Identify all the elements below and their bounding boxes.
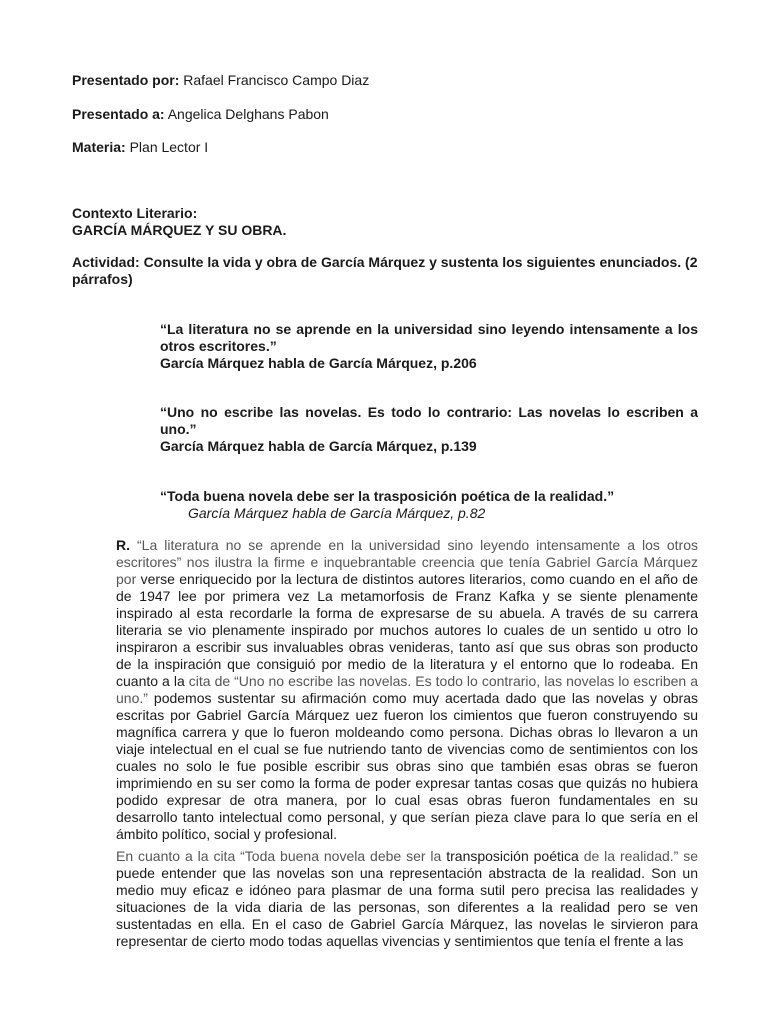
answer-p2-part2: transposición poética: [446, 848, 579, 864]
answer-p2-part4: puede entender que las novelas son una representación abstracta de la realidad. Son un medio muy eficaz e idóneo para plasmar de una forma sutil pero precisa las realidades y situaciones de la vida diaria de las personas, son diferentes a la realidad pero se ven sustentadas en ella. En el caso de Gabriel García Márquez, las novelas le sirvieron para representar de cierto modo todas aquellas vivencias y sentimientos que tenía el frente a las: [116, 865, 698, 949]
answer-p2-part1: En cuanto a la cita “Toda buena novela debe ser la: [116, 848, 442, 864]
quote-2-source: García Márquez habla de García Márquez, p.139: [160, 438, 477, 454]
answer-p2-part3: de la realidad.” se: [583, 848, 699, 864]
context-block: [72, 205, 692, 239]
quote-3: [160, 488, 698, 522]
context-subject: GARCÍA MÁRQUEZ Y SU OBRA.: [72, 222, 287, 238]
presentado-a-line: [72, 106, 329, 123]
quote-3-source: García Márquez habla de García Márquez, p.82: [188, 505, 486, 521]
answer-marker: R.: [116, 537, 130, 553]
materia-value: Plan Lector I: [129, 139, 209, 155]
quote-2-text: “Uno no escribe las novelas. Es todo lo contrario: Las novelas lo escriben a uno.”: [160, 404, 698, 437]
answer-p1-part1: “La literatura no se aprende en la universidad sino leyendo intensamente a los otros escritores” nos ilustra la firme e inquebrantable creencia que tenía Gabriel García Márquez por: [116, 537, 698, 587]
activity-text: Actividad: Consulte la vida y obra de García Márquez y sustenta los siguientes enunciados. (2 párrafos): [72, 254, 698, 287]
quote-1-text: “La literatura no se aprende en la universidad sino leyendo intensamente a los otros escritores.”: [160, 321, 698, 354]
presentado-a-value: Angelica Delghans Pabon: [167, 106, 329, 122]
presentado-por-value: Rafael Francisco Campo Diaz: [183, 72, 370, 88]
quote-1-source: García Márquez habla de García Márquez, p.206: [160, 355, 477, 371]
context-label: Contexto Literario:: [72, 205, 198, 221]
answer-p1-part3: cita de “Uno no escribe las novelas. Es todo lo contrario, las novelas lo escriben a uno.”: [116, 673, 698, 706]
presentado-por-line: [72, 72, 369, 89]
answer-paragraph-1: [116, 537, 698, 843]
quote-3-text: “Toda buena novela debe ser la trasposición poética de la realidad.”: [160, 488, 615, 504]
answer-p1-part2: verse enriquecido por la lectura de distintos autores literarios, como cuando en el año de de 1947 lee por primera vez La metamorfosis de Franz Kafka y se siente plenamente inspirado al esta recordarle la forma de expresarse de su abuela. A través de su carrera literaria se vio plenamente inspirado por muchos autores lo cuales de un sentido u otro lo inspiraron a escribir sus invaluables obras venideras, tanto así que sus obras son producto de la inspiración que consiguió por medio de la literatura y el entorno que lo rodeaba. En cuanto a la: [116, 571, 698, 689]
quote-2: [160, 404, 698, 455]
presentado-por-label: Presentado por:: [72, 72, 180, 88]
presentado-a-label: Presentado a:: [72, 106, 165, 122]
materia-line: [72, 139, 208, 156]
materia-label: Materia:: [72, 139, 126, 155]
quote-1: [160, 321, 698, 372]
answer-p1-part4: podemos sustentar su afirmación como muy acertada dado que las novelas y obras escritas por Gabriel García Márquez uez fueron los cimientos que fueron construyendo su magnífica carrera y que lo fueron moldeando como persona. Dichas obras lo llevaron a un viaje intelectual en el cual se fue nutriendo tanto de vivencias como de sentimientos con los cuales no solo le fue posible escribir sus obras sino que también esas obras se fueron imprimiendo en su ser como la forma de poder expresar tantas cosas que quizás no hubiera podido expresar de otra manera, por lo cual esas obras fueron fundamentales en su desarrollo tanto intelectual como personal, y que serían pieza clave para lo que sería en el ámbito político, social y profesional.: [116, 690, 699, 842]
answer-paragraph-2: [116, 848, 698, 950]
